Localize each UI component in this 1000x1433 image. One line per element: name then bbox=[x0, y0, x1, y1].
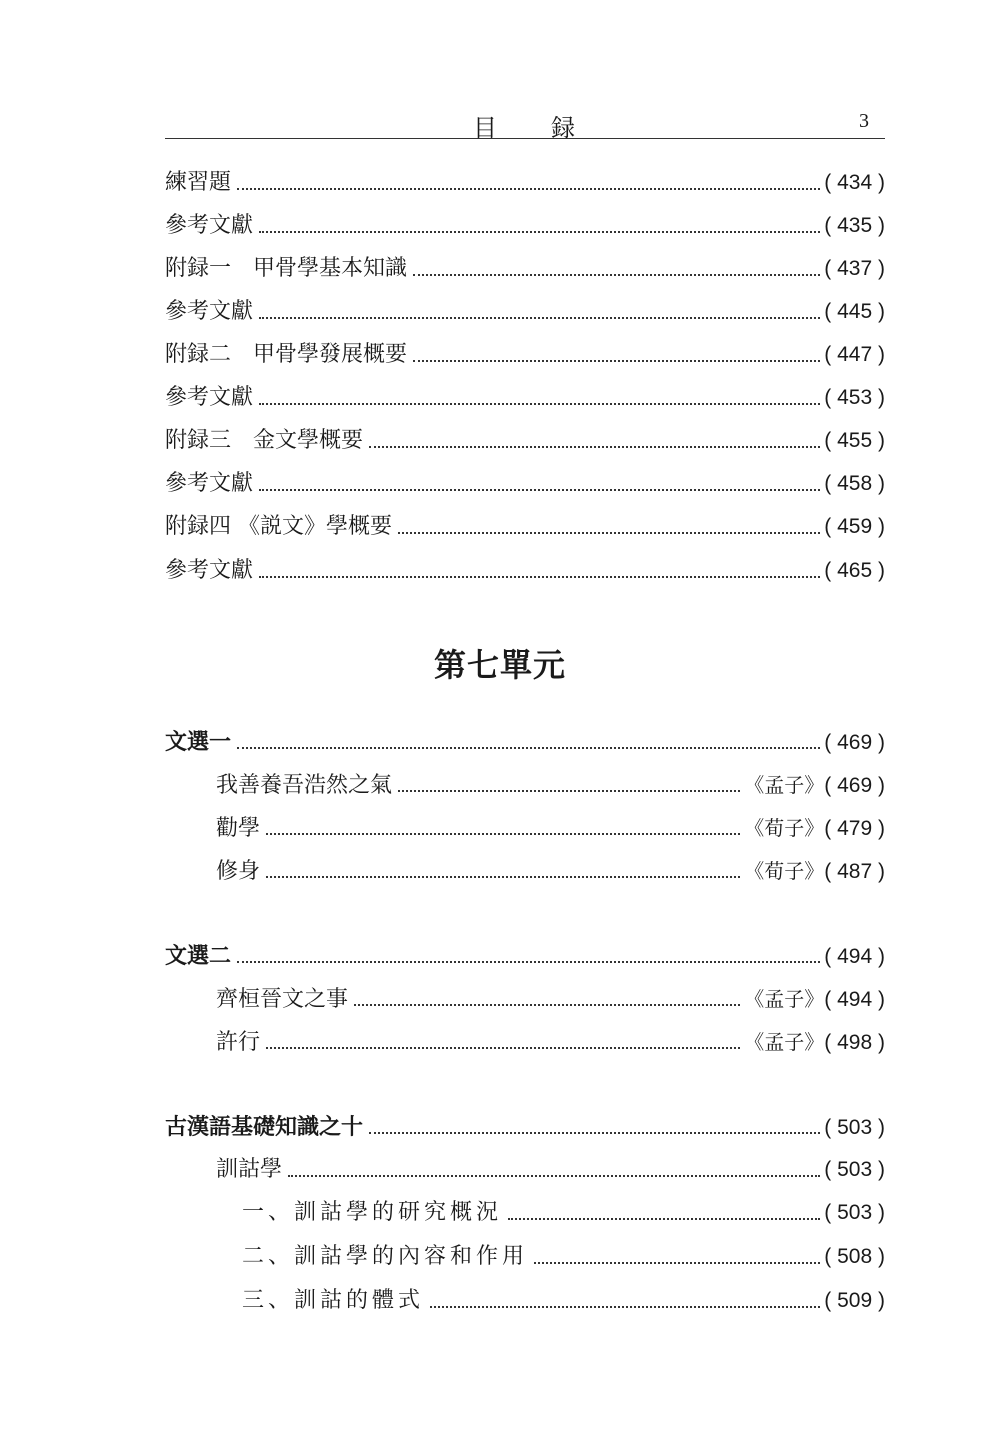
dot-leader bbox=[237, 953, 820, 963]
toc-entry-label: 二、訓詁學的內容和作用 bbox=[242, 1244, 529, 1269]
running-header bbox=[165, 106, 885, 142]
toc-entry-label: 練習題 bbox=[165, 170, 232, 195]
toc-entry-page: ( 487 ) bbox=[824, 860, 885, 883]
dot-leader bbox=[259, 568, 820, 578]
toc-entry-source: 《孟子》 bbox=[744, 987, 825, 1011]
toc-entry-label: 三、訓詁的體式 bbox=[242, 1288, 425, 1313]
toc-heading-entry[interactable] bbox=[165, 939, 885, 973]
dot-leader bbox=[413, 352, 820, 362]
toc-entry-page: ( 459 ) bbox=[824, 515, 885, 538]
toc-entry[interactable] bbox=[165, 554, 885, 588]
toc-entry-label: 附録三 金文學概要 bbox=[165, 428, 364, 453]
toc-entry-label: 一、訓詁學的研究概況 bbox=[242, 1200, 503, 1225]
dot-leader bbox=[369, 438, 820, 448]
toc-entry[interactable] bbox=[242, 1284, 885, 1318]
toc-entry-page: ( 455 ) bbox=[824, 429, 885, 452]
toc-entry[interactable] bbox=[165, 295, 885, 329]
toc-entry-label: 附録一 甲骨學基本知識 bbox=[165, 256, 408, 281]
toc-entry-source: 《孟子》 bbox=[744, 773, 825, 797]
dot-leader bbox=[266, 868, 740, 878]
toc-entry-label: 附録四 《説文》學概要 bbox=[165, 514, 392, 539]
dot-leader bbox=[369, 1124, 820, 1134]
toc-entry-label: 文選二 bbox=[165, 943, 232, 969]
toc-entry-page: ( 465 ) bbox=[824, 559, 885, 582]
toc-entry-label: 勸學 bbox=[216, 816, 261, 841]
dot-leader bbox=[288, 1167, 820, 1177]
toc-entry-label: 附録二 甲骨學發展概要 bbox=[165, 342, 408, 367]
toc-entry-label: 文選一 bbox=[165, 729, 232, 755]
toc-entry-label: 許行 bbox=[216, 1030, 261, 1055]
section-title: 第七單元 bbox=[433, 646, 566, 684]
toc-entry[interactable] bbox=[165, 510, 885, 544]
dot-leader bbox=[398, 524, 820, 534]
toc-entry-page: ( 469 ) bbox=[824, 731, 885, 754]
toc-entry[interactable] bbox=[165, 381, 885, 415]
toc-entry-label: 參考文獻 bbox=[165, 299, 254, 324]
toc-entry-label: 我善養吾浩然之氣 bbox=[216, 773, 393, 798]
dot-leader bbox=[398, 782, 740, 792]
toc-entry[interactable] bbox=[165, 209, 885, 243]
toc-entry-source: 《孟子》 bbox=[744, 1030, 825, 1054]
toc-entry-source: 《荀子》 bbox=[744, 859, 825, 883]
toc-entry[interactable] bbox=[216, 768, 885, 802]
dot-leader bbox=[413, 266, 820, 276]
dot-leader bbox=[266, 1039, 740, 1049]
toc-entry[interactable] bbox=[165, 252, 885, 286]
toc-entry[interactable] bbox=[216, 811, 885, 845]
dot-leader bbox=[354, 996, 740, 1006]
running-header-title: 目 録 bbox=[473, 114, 577, 142]
toc-entry-page: ( 437 ) bbox=[824, 257, 885, 280]
toc-entry[interactable] bbox=[216, 1025, 885, 1059]
dot-leader bbox=[430, 1298, 820, 1308]
dot-leader bbox=[259, 481, 820, 491]
toc-entry-page: ( 498 ) bbox=[824, 1031, 885, 1054]
toc-entry-page: ( 447 ) bbox=[824, 343, 885, 366]
toc-entry[interactable] bbox=[216, 982, 885, 1016]
toc-entry-label: 參考文獻 bbox=[165, 471, 254, 496]
toc-entry-label: 參考文獻 bbox=[165, 558, 254, 583]
toc-entry-label: 訓詁學 bbox=[216, 1157, 283, 1182]
toc-entry-label: 齊桓晉文之事 bbox=[216, 987, 349, 1012]
dot-leader bbox=[259, 395, 820, 405]
toc-entry-page: ( 445 ) bbox=[824, 300, 885, 323]
toc-entry-page: ( 453 ) bbox=[824, 386, 885, 409]
toc-entry[interactable] bbox=[165, 424, 885, 458]
toc-entry-page: ( 509 ) bbox=[824, 1289, 885, 1312]
toc-entry-page: ( 508 ) bbox=[824, 1245, 885, 1268]
toc-entry[interactable] bbox=[216, 854, 885, 888]
toc-entry-page: ( 435 ) bbox=[824, 214, 885, 237]
toc-entry-label: 參考文獻 bbox=[165, 385, 254, 410]
dot-leader bbox=[266, 825, 740, 835]
toc-entry[interactable] bbox=[165, 166, 885, 200]
toc-entry-page: ( 434 ) bbox=[824, 171, 885, 194]
toc-entry[interactable] bbox=[165, 338, 885, 372]
toc-entry-page: ( 503 ) bbox=[824, 1158, 885, 1181]
toc-entry-page: ( 458 ) bbox=[824, 472, 885, 495]
toc-entry-label: 修身 bbox=[216, 859, 261, 884]
toc-entry-source: 《荀子》 bbox=[744, 816, 825, 840]
dot-leader bbox=[237, 180, 820, 190]
toc-entry[interactable] bbox=[242, 1196, 885, 1230]
toc-entry[interactable] bbox=[165, 467, 885, 501]
dot-leader bbox=[534, 1254, 820, 1264]
toc-entry-page: ( 469 ) bbox=[824, 774, 885, 797]
dot-leader bbox=[259, 223, 820, 233]
toc-entry[interactable] bbox=[242, 1240, 885, 1274]
toc-heading-entry[interactable] bbox=[165, 1110, 885, 1144]
dot-leader bbox=[259, 309, 820, 319]
toc-entry-page: ( 479 ) bbox=[824, 817, 885, 840]
dot-leader bbox=[237, 739, 820, 749]
toc-entry-label: 參考文獻 bbox=[165, 213, 254, 238]
dot-leader bbox=[508, 1210, 820, 1220]
toc-entry-label: 古漢語基礎知識之十 bbox=[165, 1114, 364, 1140]
page-number: 3 bbox=[859, 110, 869, 132]
toc-entry-page: ( 503 ) bbox=[824, 1116, 885, 1139]
toc-entry-page: ( 494 ) bbox=[824, 988, 885, 1011]
toc-heading-entry[interactable] bbox=[165, 725, 885, 759]
toc-entry[interactable] bbox=[216, 1153, 885, 1187]
toc-entry-page: ( 494 ) bbox=[824, 945, 885, 968]
toc-entry-page: ( 503 ) bbox=[824, 1201, 885, 1224]
